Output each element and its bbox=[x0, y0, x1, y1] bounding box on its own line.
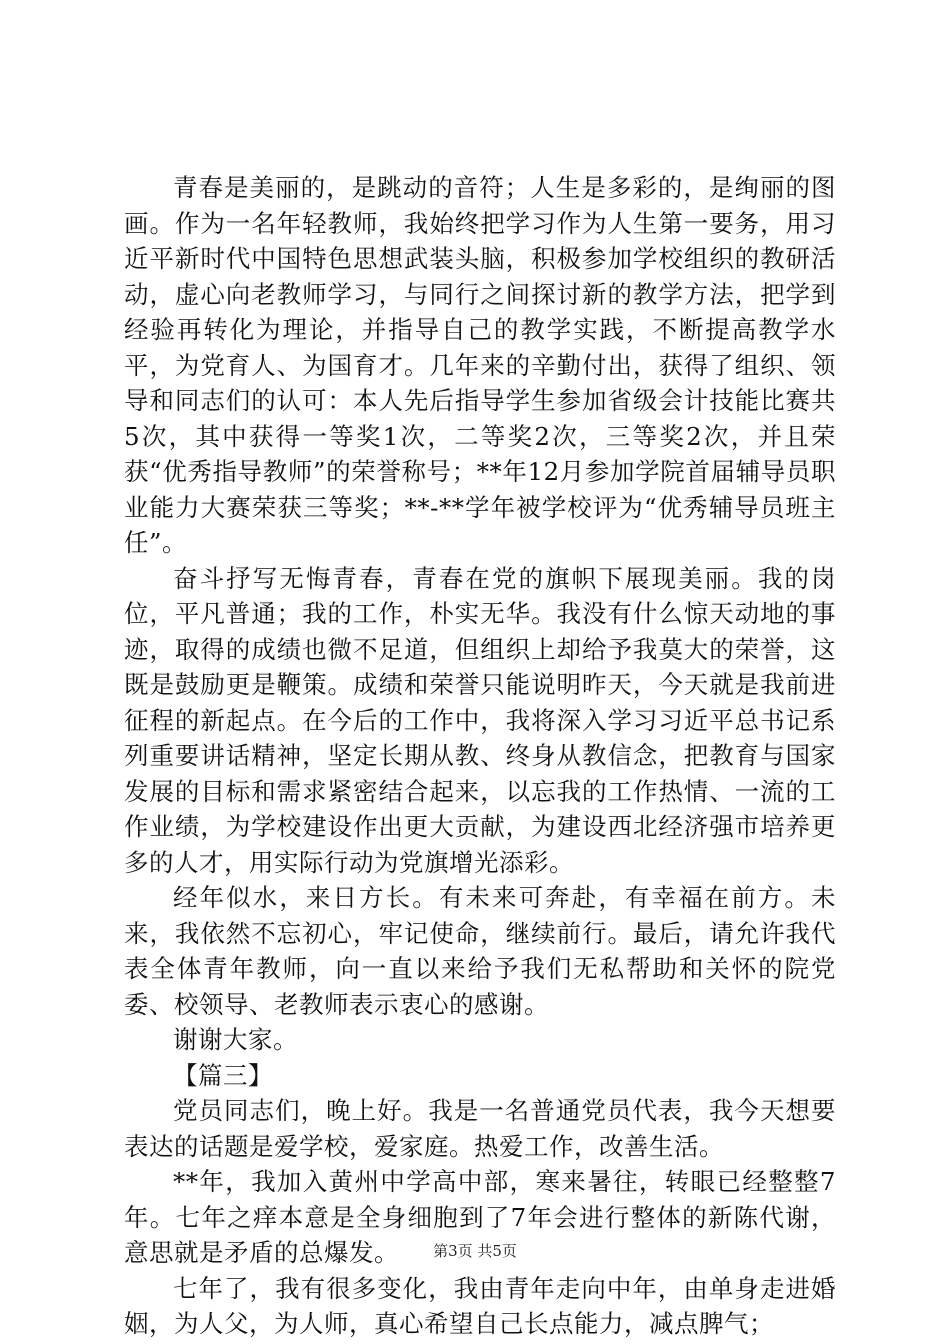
paragraph-youth: 青春是美丽的，是跳动的音符；人生是多彩的，是绚丽的图画。作为一名年轻教师，我始终把学习作为人生第一要务，用习近平新时代中国特色思想武装头脑，积极参加学校组织的教研活动，虚心向老教师学习，与同行之间探讨新的教学方法，把学到经验再转化为理论，并指导自己的教学实践，不断提高教学水平，为党育人、为国育才。几年来的辛勤付出，获得了组织、领导和同志们的认可：本人先后指导学生参加省级会计技能比赛共5次，其中获得一等奖1次，二等奖2次，三等奖2次，并且荣获“优秀指导教师”的荣誉称号；**年12月参加学院首届辅导员职业能力大赛荣获三等奖；**-**学年被学校评为“优秀辅导员班主任”。 bbox=[124, 173, 836, 557]
document-body bbox=[124, 170, 836, 1342]
page-footer: 第3页 共5页 bbox=[433, 1242, 517, 1260]
paragraph-thanks: 谢谢大家。 bbox=[173, 1025, 298, 1054]
paragraph-struggle: 奋斗抒写无悔青春，青春在党的旗帜下展现美丽。我的岗位，平凡普通；我的工作，朴实无华。我没有什么惊天动地的事迹，取得的成绩也微不足道，但组织上却给予我莫大的荣誉，这既是鼓励更是鞭策。成绩和荣誉只能说明昨天，今天就是我前进征程的新起点。在今后的工作中，我将深入学习习近平总书记系列重要讲话精神，坚定长期从教、终身从教信念，把教育与国家发展的目标和需求紧密结合起来，以忘我的工作热情、一流的工作业绩，为学校建设作出更大贡献，为建设西北经济强市培养更多的人才，用实际行动为党旗增光添彩。 bbox=[124, 563, 836, 877]
paragraph-changes: 七年了，我有很多变化，我由青年走向中年，由单身走进婚姻，为人父，为人师，真心希望自己长点能力，减点脾气； bbox=[124, 1273, 836, 1338]
section-heading: 【篇三】 bbox=[173, 1060, 273, 1090]
paragraph-seven-years: **年，我加入黄州中学高中部，寒来暑往，转眼已经整整7年。七年之痒本意是全身细胞到了7年会进行整体的新陈代谢，意思就是矛盾的总爆发。 bbox=[124, 1167, 836, 1267]
paragraph-future: 经年似水，来日方长。有未来可奔赴，有幸福在前方。未来，我依然不忘初心，牢记使命，继续前行。最后，请允许我代表全体青年教师，向一直以来给予我们无私帮助和关怀的院党委、校领导、老教师表示衷心的感谢。 bbox=[124, 883, 836, 1019]
paragraph-greeting: 党员同志们，晚上好。我是一名普通党员代表，我今天想要表达的话题是爱学校，爱家庭。热爱工作，改善生活。 bbox=[124, 1096, 836, 1161]
